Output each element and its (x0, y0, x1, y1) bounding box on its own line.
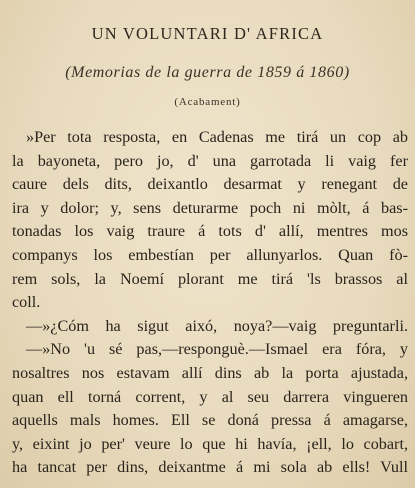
text-line: y, eixint jo per' veure lo que hi havía, ¡ell, lo cobart, (12, 434, 408, 453)
chapter-title: UN VOLUNTARI D' AFRICA (91, 24, 324, 43)
text-line: »Per tota resposta, en Cadenas me tirá un cop ab (26, 128, 408, 146)
text-line: ira y dolor; y, sens deturarme poch ni mòlt, á bas- (12, 198, 408, 217)
text-line: quan ell torná corrent, y al seu darrera vingueren (12, 387, 408, 406)
text-line: companys los embestían per allunyarlos. Quan fò- (12, 245, 408, 264)
chapter-subtitle: (Memorias de la guerra de 1859 á 1860) (65, 64, 350, 81)
continuation-note: (Acabament) (174, 96, 241, 108)
text-line: —»¿Cóm ha sigut aixó, noya?—vaig preguntarli. (26, 316, 408, 335)
text-line: caure dels dits, deixantlo desarmat y renegant de (12, 175, 408, 194)
text-line: rem sols, la Noemí plorant me tirá 'ls brassos al (12, 269, 408, 288)
body-text (12, 126, 408, 480)
text-line: —»No 'u sé pas,—responguè.—Ismael era fóra, y (26, 340, 408, 359)
text-line: ha tancat per dins, deixantme á mi sola ab ells! Vull (12, 458, 408, 477)
text-line: nosaltres nos estavam allí dins ab la porta ajustada, (12, 363, 408, 382)
text-line: coll. (12, 293, 41, 312)
text-line: tonadas los vaig traure á tots d' allí, mentres mos (12, 222, 408, 241)
text-line: la bayoneta, pero jo, d' una garrotada li vaig fer (12, 151, 408, 170)
text-line: aquells mals homes. Ell se doná pressa á amagarse, (12, 411, 408, 430)
